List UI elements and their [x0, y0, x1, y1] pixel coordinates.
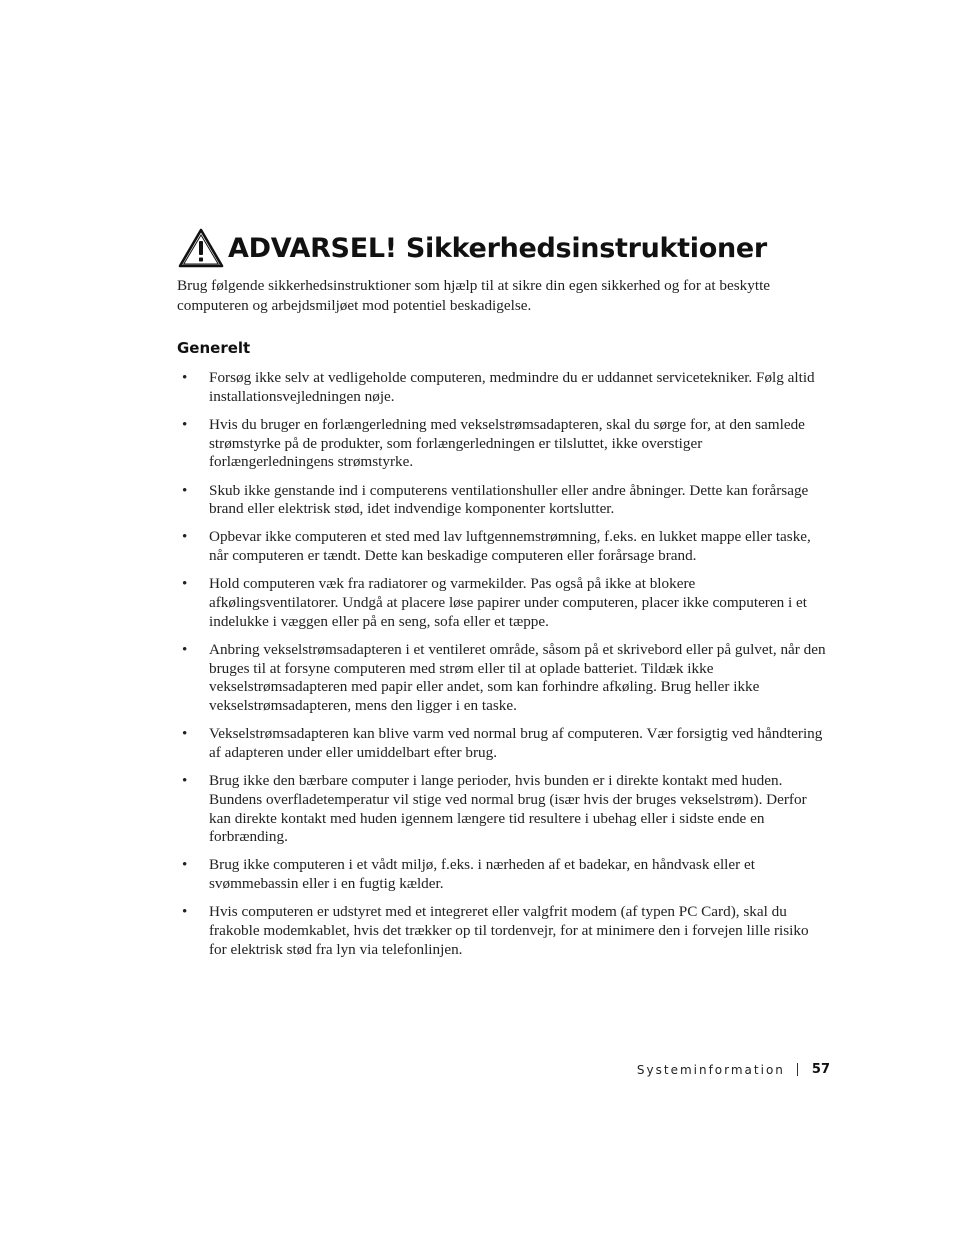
page-heading — [178, 228, 767, 268]
list-item-text: Hvis computeren er udstyret med et integreret eller valgfrit modem (af typen PC Card), skal du frakoble modemkablet, hvis det trækker op til tordenvejr, for at minimere den i forvejen lille risiko for elektrisk stød fra lyn via telefonlinjen. — [209, 903, 809, 958]
list-item-text: Opbevar ikke computeren et sted med lav luftgennemstrømning, f.eks. en lukket mappe eller taske, når computeren er tændt. Dette kan beskadige computeren eller forårsage brand. — [209, 528, 811, 565]
list-item-text: Brug ikke computeren i et vådt miljø, f.eks. i nærheden af et badekar, en håndvask eller et svømmebassin eller i en fugtig kælder. — [209, 856, 755, 893]
safety-instructions-list — [177, 369, 827, 969]
list-item-text: Forsøg ikke selv at vedligeholde computeren, medmindre du er uddannet servicetekniker. Følg altid installationsvejledningen nøje. — [209, 369, 815, 405]
list-item-text: Hvis du bruger en forlængerledning med vekselstrømsadapteren, skal du sørge for, at den samlede strømstyrke på de produkter, som forlængerledningen er tilsluttet, ikke overstiger forlængerledningens strømstyrke. — [209, 415, 805, 471]
bullet-mark: • — [182, 415, 188, 433]
list-item — [177, 772, 827, 847]
bullet-mark: • — [182, 369, 188, 386]
list-item-text: Vekselstrømsadapteren kan blive varm ved normal brug af computeren. Vær forsigtig ved håndtering af adapteren under eller umiddelbart efter brug. — [209, 725, 823, 761]
bullet-mark: • — [182, 528, 188, 546]
intro-paragraph: Brug følgende sikkerhedsinstruktioner som hjælp til at sikre din egen sikkerhed og for at beskytte computeren og arbejdsmiljøet mod potentiel beskadigelse. — [177, 277, 771, 314]
list-item — [177, 528, 827, 565]
list-item — [177, 856, 827, 893]
list-item-text: Anbring vekselstrømsadapteren i et ventileret område, såsom på et skrivebord eller på gulvet, når den bruges til at forsyne computeren med strøm eller til at oplade batteriet. Tildæk ikke vekselstrømsadapteren med papir eller andet, som kan forhindre afkøling. Brug heller ikke vekselstrømsadapteren, mens den ligger i en taske. — [209, 640, 826, 715]
page-footer — [637, 1062, 830, 1077]
list-item-text: Skub ikke genstande ind i computerens ventilationshuller eller andre åbninger. Dette kan forårsage brand eller elektrisk stød, idet indvendige komponenter kortslutter. — [209, 481, 809, 518]
bullet-mark: • — [182, 481, 188, 499]
list-item-text: Brug ikke den bærbare computer i lange perioder, hvis bunden er i direkte kontakt med huden. Bundens overfladetemperatur vil stige ved normal brug (især hvis der bruges vekselstrøm). Derfor kan direkte kontakt med huden igennem længere tid resultere i ubehag eller i sidste ende en forbrænding. — [209, 772, 807, 846]
page-title: ADVARSEL! Sikkerhedsinstruktioner — [228, 232, 767, 264]
section-heading: Generelt — [177, 339, 251, 357]
list-item — [177, 416, 827, 472]
list-item — [177, 641, 827, 716]
list-item — [177, 575, 827, 631]
list-item — [177, 725, 827, 762]
bullet-mark: • — [182, 772, 188, 790]
bullet-mark: • — [182, 903, 188, 921]
list-item — [177, 482, 827, 519]
warning-triangle-icon — [178, 228, 224, 268]
footer-divider — [797, 1063, 798, 1076]
bullet-mark: • — [182, 856, 188, 874]
bullet-mark: • — [182, 575, 188, 593]
list-item-text: Hold computeren væk fra radiatorer og varmekilder. Pas også på ikke at blokere afkølingsventilatorer. Undgå at placere løse papirer under computeren, placer ikke computeren i et indelukke i væggen eller på en seng, sofa eller et tæppe. — [209, 575, 807, 630]
bullet-mark: • — [182, 725, 188, 743]
footer-section-name: Systeminformation — [636, 1062, 785, 1077]
list-item — [177, 369, 827, 406]
bullet-mark: • — [182, 640, 188, 658]
page-number: 57 — [811, 1062, 830, 1077]
list-item — [177, 903, 827, 959]
